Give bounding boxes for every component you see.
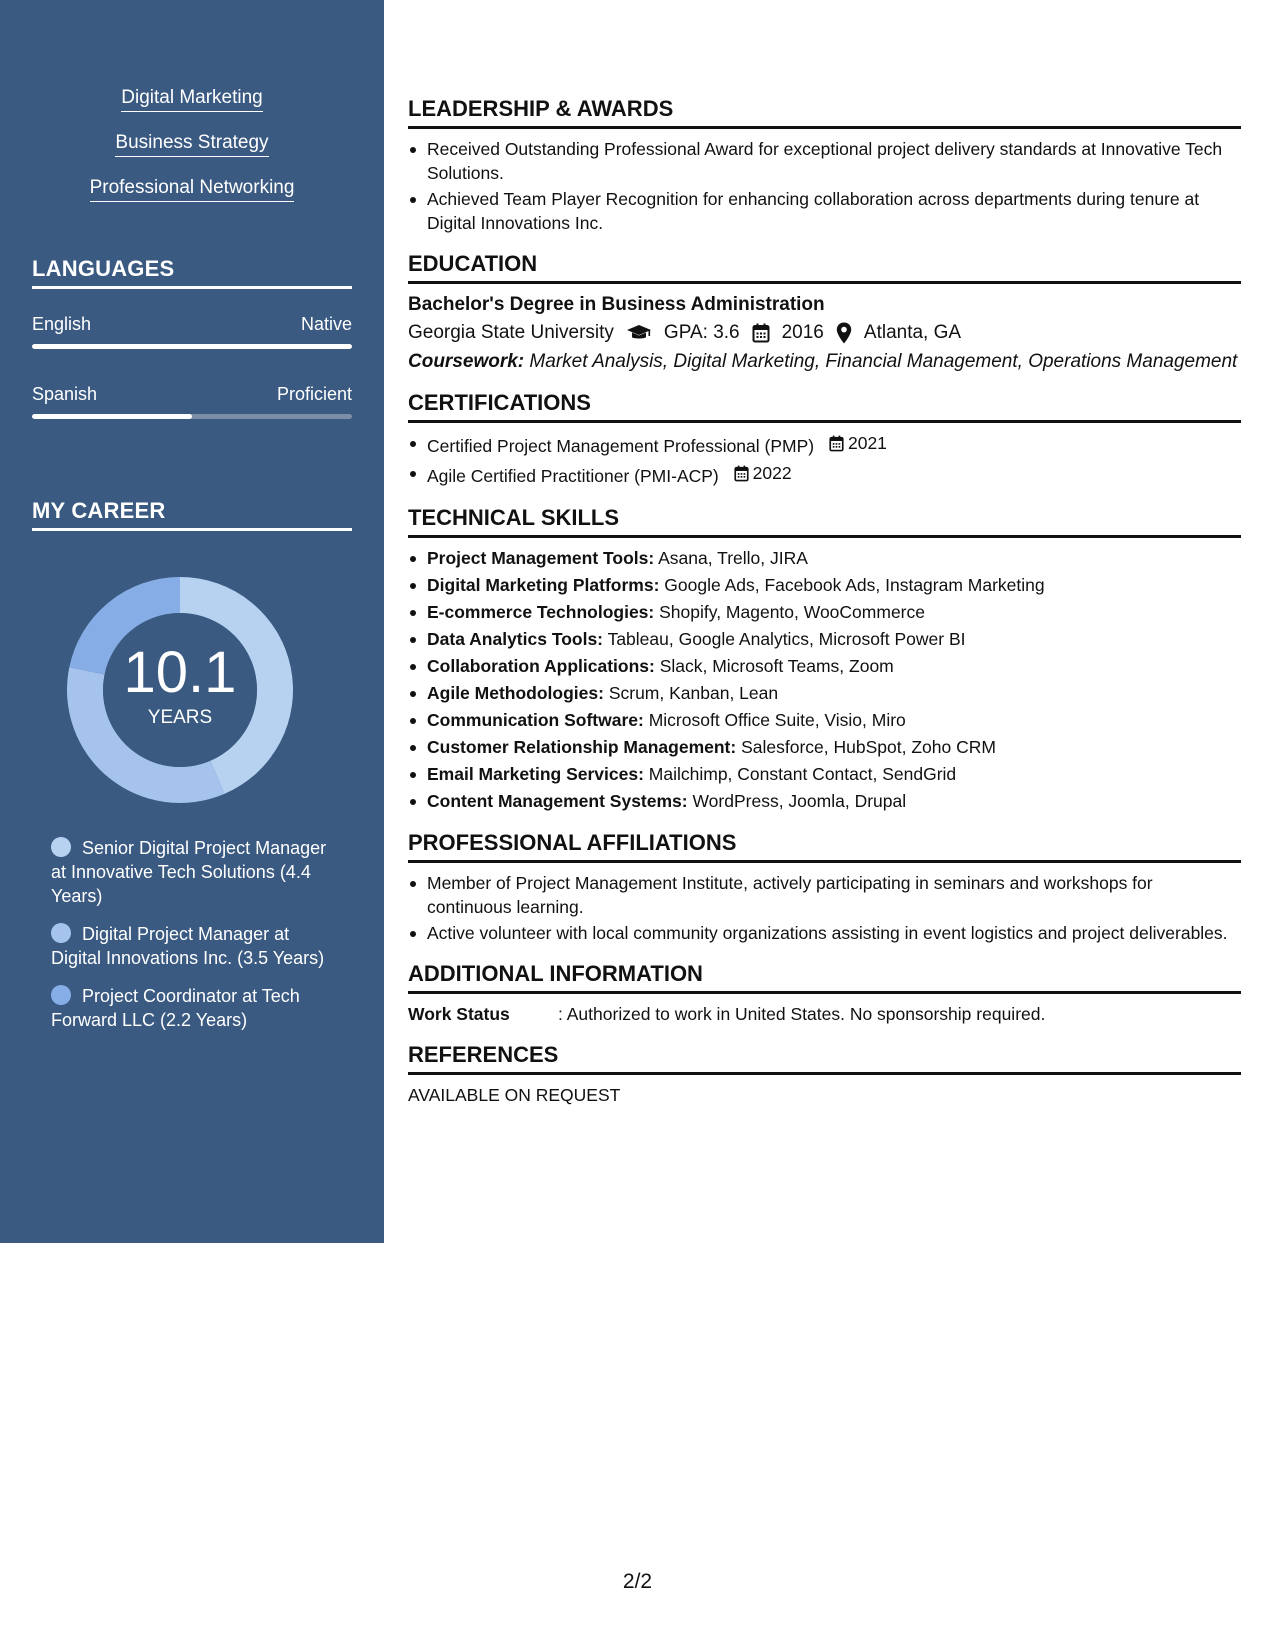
list-item — [408, 654, 1241, 679]
additional-info-section — [408, 961, 1241, 1026]
skill-value: WordPress, Joomla, Drupal — [692, 791, 907, 811]
certification-name: Agile Certified Practitioner (PMI-ACP) — [427, 466, 719, 486]
section-heading: TECHNICAL SKILLS — [408, 505, 1241, 538]
skill-label: Project Management Tools: — [427, 548, 655, 568]
skill-value: Slack, Microsoft Teams, Zoom — [659, 656, 894, 676]
languages-heading: LANGUAGES — [32, 256, 352, 289]
list-item — [408, 762, 1241, 787]
coursework-text: Market Analysis, Digital Marketing, Financial Management, Operations Management — [529, 351, 1238, 372]
section-heading: PROFESSIONAL AFFILIATIONS — [408, 830, 1241, 863]
map-pin-icon — [836, 322, 852, 344]
main-content — [408, 96, 1241, 1123]
certification-year: 2021 — [847, 433, 887, 453]
list-item — [408, 461, 1241, 489]
section-heading: CERTIFICATIONS — [408, 390, 1241, 423]
language-bar-spanish — [32, 414, 352, 419]
calendar-icon — [734, 465, 749, 482]
skill-label: Agile Methodologies: — [427, 683, 604, 703]
page-number: 2/2 — [622, 1570, 653, 1593]
list-item — [408, 735, 1241, 760]
education-gpa: GPA: 3.6 — [663, 322, 740, 343]
skill-label: Content Management Systems: — [427, 791, 688, 811]
list-item — [408, 573, 1241, 598]
certification-date — [829, 431, 887, 456]
certifications-section — [408, 390, 1241, 489]
career-item-text: Digital Project Manager at Digital Innovations Inc. (3.5 Years) — [51, 924, 325, 968]
skill-link-digital-marketing[interactable]: Digital Marketing — [121, 86, 263, 112]
skill-value: Mailchimp, Constant Contact, SendGrid — [648, 764, 957, 784]
section-heading: LEADERSHIP & AWARDS — [408, 96, 1241, 129]
affiliations-list — [408, 871, 1241, 945]
list-item — [408, 789, 1241, 814]
language-name: English — [32, 314, 92, 334]
skill-value: Shopify, Magento, WooCommerce — [659, 602, 925, 622]
list-item: Achieved Team Player Recognition for enhancing collaboration across departments during tenure at Digital Innovations Inc. — [408, 187, 1241, 235]
skill-label: Customer Relationship Management: — [427, 737, 737, 757]
list-item — [408, 546, 1241, 571]
graduation-cap-icon — [626, 324, 652, 342]
section-heading: EDUCATION — [408, 251, 1241, 284]
skill-value: Tableau, Google Analytics, Microsoft Power BI — [607, 629, 966, 649]
language-name: Spanish — [32, 384, 98, 404]
certifications-list — [408, 431, 1241, 489]
language-bar-fill — [32, 344, 352, 349]
skill-label: Digital Marketing Platforms: — [427, 575, 660, 595]
affiliations-section — [408, 830, 1241, 945]
list-item — [408, 600, 1241, 625]
sidebar — [0, 0, 384, 1243]
coursework-label: Coursework: — [408, 351, 525, 372]
career-list — [51, 836, 331, 1046]
career-total-years: 10.1 — [123, 640, 237, 705]
leadership-list — [408, 137, 1241, 235]
work-status-row — [408, 1002, 1241, 1026]
education-details — [408, 318, 1241, 348]
technical-skills-list — [408, 546, 1241, 814]
skill-label: Data Analytics Tools: — [427, 629, 604, 649]
language-row-spanish — [32, 384, 352, 405]
skill-label: Collaboration Applications: — [427, 656, 655, 676]
education-school: Georgia State University — [408, 322, 614, 343]
career-dot-icon — [51, 923, 71, 943]
work-status-value: : Authorized to work in United States. No sponsorship required. — [558, 1004, 1046, 1024]
calendar-icon — [829, 435, 844, 452]
language-bar-fill — [32, 414, 192, 419]
career-item — [51, 984, 331, 1032]
skill-link-professional-networking[interactable]: Professional Networking — [90, 176, 295, 202]
career-item — [51, 836, 331, 908]
skill-value: Microsoft Office Suite, Visio, Miro — [648, 710, 906, 730]
career-heading: MY CAREER — [32, 498, 352, 531]
career-dot-icon — [51, 985, 71, 1005]
list-item — [408, 431, 1241, 459]
calendar-icon — [752, 323, 770, 343]
education-location: Atlanta, GA — [863, 322, 962, 343]
language-row-english — [32, 314, 352, 335]
education-year: 2016 — [781, 322, 824, 343]
language-level: Proficient — [276, 384, 352, 404]
skill-value: Asana, Trello, JIRA — [658, 548, 808, 568]
skill-link-business-strategy[interactable]: Business Strategy — [115, 131, 268, 157]
certification-name: Certified Project Management Professional (PMP) — [427, 436, 815, 456]
skill-value: Google Ads, Facebook Ads, Instagram Marketing — [664, 575, 1045, 595]
language-level: Native — [300, 314, 352, 334]
list-item: Received Outstanding Professional Award for exceptional project delivery standards at Innovative Tech Solutions. — [408, 137, 1241, 185]
section-heading: ADDITIONAL INFORMATION — [408, 961, 1241, 994]
education-coursework — [408, 350, 1241, 374]
leadership-section — [408, 96, 1241, 235]
education-section — [408, 251, 1241, 374]
certification-date — [734, 461, 792, 486]
list-item — [408, 708, 1241, 733]
list-item: Member of Project Management Institute, actively participating in seminars and workshops for continuous learning. — [408, 871, 1241, 919]
references-section — [408, 1042, 1241, 1107]
career-item-text: Senior Digital Project Manager at Innovative Tech Solutions (4.4 Years) — [51, 838, 327, 906]
skill-value: Scrum, Kanban, Lean — [608, 683, 779, 703]
career-item — [51, 922, 331, 970]
section-heading: REFERENCES — [408, 1042, 1241, 1075]
sidebar-skill-links — [0, 86, 384, 221]
career-donut-center — [66, 576, 294, 804]
skill-label: E-commerce Technologies: — [427, 602, 655, 622]
list-item — [408, 681, 1241, 706]
certification-year: 2022 — [752, 463, 792, 483]
language-bar-english — [32, 344, 352, 349]
list-item: Active volunteer with local community organizations assisting in event logistics and project deliverables. — [408, 921, 1241, 945]
technical-skills-section — [408, 505, 1241, 814]
career-donut-chart — [66, 576, 294, 804]
career-dot-icon — [51, 837, 71, 857]
work-status-label: Work Status — [408, 1004, 510, 1024]
skill-label: Email Marketing Services: — [427, 764, 644, 784]
career-total-unit: YEARS — [147, 707, 213, 728]
list-item — [408, 627, 1241, 652]
skill-label: Communication Software: — [427, 710, 644, 730]
references-text: AVAILABLE ON REQUEST — [408, 1085, 621, 1105]
skill-value: Salesforce, HubSpot, Zoho CRM — [741, 737, 996, 757]
career-item-text: Project Coordinator at Tech Forward LLC (2.2 Years) — [51, 986, 300, 1030]
education-degree: Bachelor's Degree in Business Administration — [408, 294, 825, 315]
